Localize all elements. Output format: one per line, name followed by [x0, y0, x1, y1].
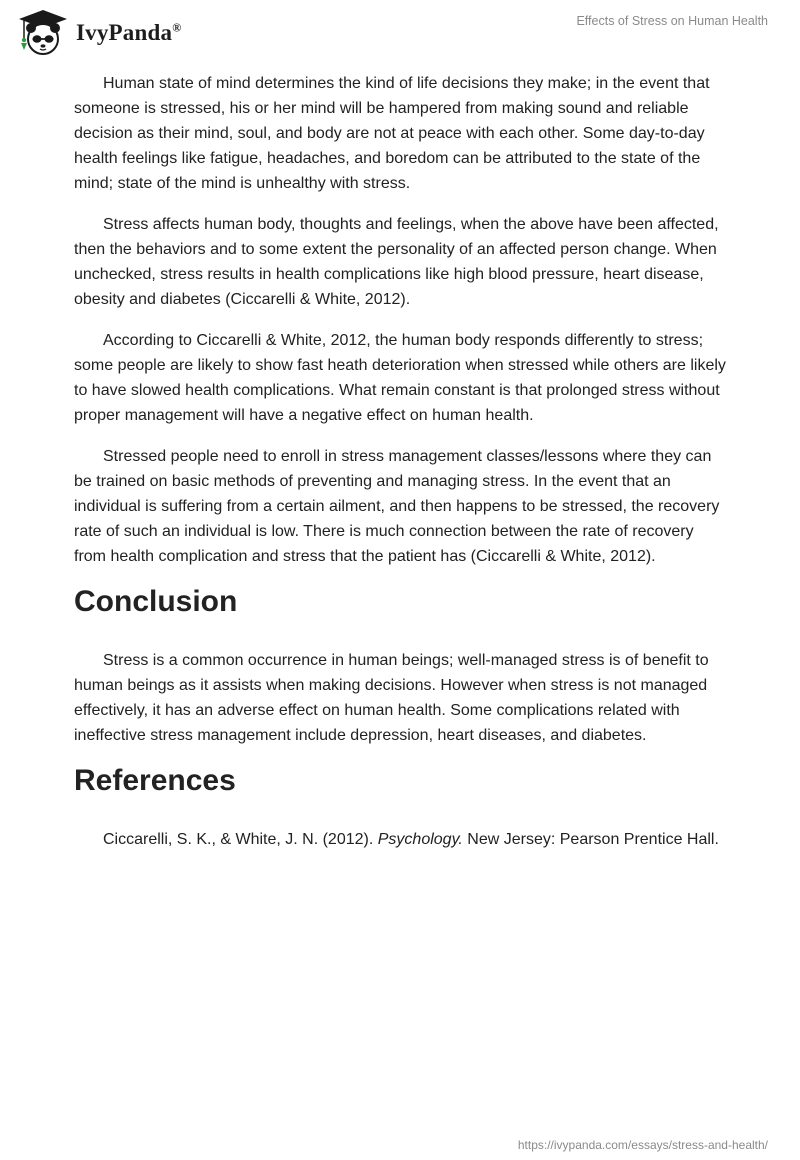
ivypanda-logo[interactable]: [14, 8, 181, 58]
references-heading: References: [74, 764, 236, 797]
body-paragraph: Human state of mind determines the kind of life decisions they make; in the event that someone is stressed, his or her mind will be hampered from making sound and reliable decision as their mind, soul, and body are not at peace with each other. Some day-to-day health feelings like fatigue, headaches, and boredom can be attributed to the state of the mind; state of the mind is unhealthy with stress.: [74, 75, 710, 192]
reference-publisher: New Jersey: Pearson Prentice Hall.: [462, 831, 719, 848]
conclusion-heading: Conclusion: [74, 585, 238, 618]
body-paragraph: According to Ciccarelli & White, 2012, the human body responds differently to stress; some people are likely to show fast heath deterioration when stressed while others are likely to have slowed health complications. What remain constant is that prolonged stress without proper management will have a negative effect on human health.: [74, 332, 726, 424]
reference-authors: Ciccarelli, S. K., & White, J. N. (2012).: [103, 831, 378, 848]
reference-entry: [74, 827, 726, 852]
running-title: Effects of Stress on Human Health: [576, 14, 768, 28]
essay-content: [74, 71, 726, 868]
brand-name: IvyPanda®: [76, 20, 182, 45]
body-paragraph: Stress affects human body, thoughts and feelings, when the above have been affected, then the behaviors and to some extent the personality of an affected person change. When unchecked, stress results in health complications like high blood pressure, heart disease, obesity and diabetes (Ciccarelli & White, 2012).: [74, 216, 719, 308]
body-paragraph: Stressed people need to enroll in stress management classes/lessons where they can be trained on basic methods of preventing and managing stress. In the event that an individual is suffering from a certain ailment, and then happens to be stressed, the recovery rate of such an individual is low. There is much connection between the rate of recovery from health complication and stress that the patient has (Ciccarelli & White, 2012).: [74, 448, 720, 565]
conclusion-paragraph: Stress is a common occurrence in human beings; well-managed stress is of benefit to human beings as it assists when making decisions. However when stress is not managed effectively, it has an adverse effect on human health. Some complications related with ineffective stress management include depression, heart diseases, and diabetes.: [74, 652, 709, 744]
footer-url[interactable]: https://ivypanda.com/essays/stress-and-health/: [517, 1138, 768, 1152]
reference-title: Psychology.: [377, 831, 463, 848]
panda-graduation-cap-icon: [14, 8, 72, 58]
